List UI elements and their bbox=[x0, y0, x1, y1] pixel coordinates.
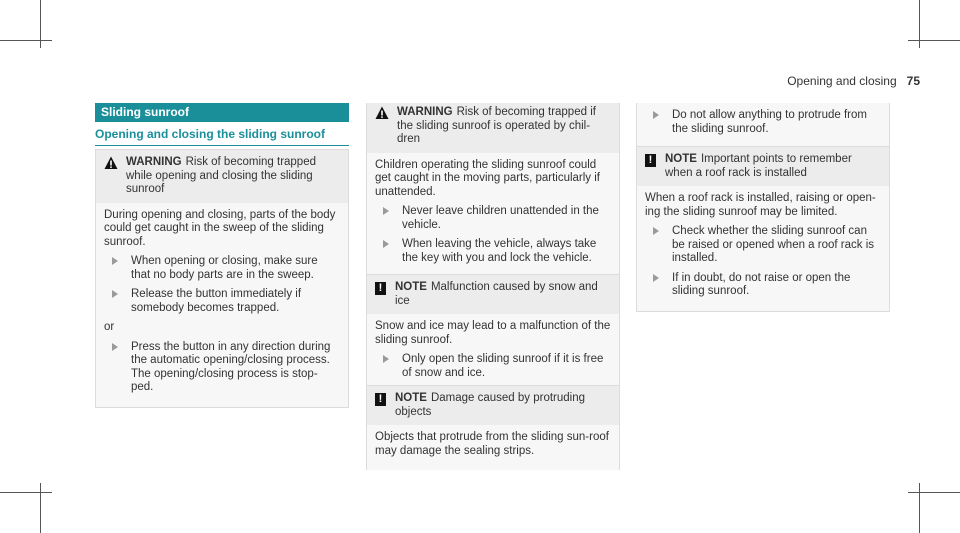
warning-box bbox=[95, 149, 349, 408]
bullet-arrow-icon bbox=[383, 355, 389, 363]
exclamation-icon: ! bbox=[645, 154, 656, 167]
note-body bbox=[367, 314, 619, 392]
warning-label: WARNING bbox=[397, 106, 453, 118]
list-item bbox=[383, 238, 611, 265]
note-body bbox=[637, 103, 889, 148]
note-text: When a roof rack is installed, raising or open-ing the sliding sunroof may be limited. bbox=[645, 192, 876, 218]
note-label: NOTE bbox=[665, 153, 697, 165]
note-box bbox=[636, 146, 890, 312]
bullet-text: Only open the sliding sunroof if it is free of snow and ice. bbox=[402, 353, 604, 379]
section-title: Sliding sunroof bbox=[95, 103, 349, 122]
warning-header bbox=[96, 150, 348, 203]
warning-text: During opening and closing, parts of the body could get caught in the sweep of the sliding sunroof. bbox=[104, 208, 336, 248]
subheading: Opening and closing the sliding sunroof bbox=[95, 127, 349, 146]
warning-body bbox=[367, 153, 619, 278]
note-text: Snow and ice may lead to a malfunction of the sliding sunroof. bbox=[375, 320, 611, 346]
bullet-text: Release the button immediately if somebody becomes trapped. bbox=[131, 288, 302, 314]
warning-text: Children operating the sliding sunroof could get caught in the moving parts, particularly if unattended. bbox=[375, 158, 601, 198]
note-header bbox=[637, 147, 889, 186]
bullet-arrow-icon bbox=[383, 240, 389, 248]
note-box bbox=[366, 385, 620, 470]
bullet-arrow-icon bbox=[112, 290, 118, 298]
warning-body bbox=[96, 203, 348, 407]
note-continuation-box bbox=[636, 103, 890, 149]
note-title-text bbox=[395, 392, 611, 419]
or-text: or bbox=[104, 321, 115, 333]
bullet-arrow-icon bbox=[653, 227, 659, 235]
warning-icon bbox=[375, 106, 389, 120]
page-number: 75 bbox=[906, 74, 920, 88]
note-header bbox=[367, 275, 619, 314]
bullet-text: Press the button in any direction during the automatic opening/closing process. The opening/closing process is stop-ped. bbox=[131, 340, 331, 393]
note-label: NOTE bbox=[395, 392, 427, 404]
bullet-text: When leaving the vehicle, always take the key with you and lock the vehicle. bbox=[402, 238, 597, 264]
warning-box bbox=[366, 103, 620, 278]
header-title: Opening and closing bbox=[787, 74, 897, 88]
note-header bbox=[367, 386, 619, 425]
bullet-arrow-icon bbox=[653, 111, 659, 119]
exclamation-icon: ! bbox=[375, 393, 386, 406]
crop-mark bbox=[908, 40, 960, 41]
crop-mark bbox=[0, 40, 52, 41]
note-box bbox=[366, 274, 620, 393]
list-item bbox=[112, 255, 340, 282]
bullet-text: If in doubt, do not raise or open the sliding sunroof. bbox=[672, 271, 851, 297]
note-title: Important points to remember when a roof rack is installed bbox=[665, 153, 852, 179]
warning-title: Risk of becoming trapped while opening and closing the sliding sunroof bbox=[126, 156, 316, 195]
list-item bbox=[112, 341, 340, 395]
exclamation-icon: ! bbox=[375, 282, 386, 295]
crop-mark bbox=[919, 483, 920, 533]
warning-label: WARNING bbox=[126, 156, 182, 168]
list-item bbox=[383, 353, 611, 380]
note-title-text bbox=[395, 281, 611, 308]
note-label: NOTE bbox=[395, 281, 427, 293]
running-header bbox=[787, 74, 920, 88]
list-item bbox=[653, 272, 881, 299]
crop-mark bbox=[0, 492, 52, 493]
warning-header bbox=[367, 103, 619, 153]
bullet-text: When opening or closing, make sure that no body parts are in the sweep. bbox=[131, 255, 318, 281]
note-title-text bbox=[665, 153, 881, 180]
warning-title: Risk of becoming trapped if the sliding sunroof is operated by chil-dren bbox=[397, 106, 596, 145]
crop-mark bbox=[40, 483, 41, 533]
warning-title-text bbox=[126, 156, 340, 197]
bullet-arrow-icon bbox=[653, 274, 659, 282]
bullet-text: Do not allow anything to protrude from the sliding sunroof. bbox=[672, 109, 867, 135]
list-item bbox=[383, 205, 611, 232]
bullet-text: Check whether the sliding sunroof can be raised or opened when a roof rack is installed. bbox=[672, 225, 875, 264]
list-item bbox=[653, 225, 881, 266]
note-body bbox=[367, 425, 619, 470]
bullet-arrow-icon bbox=[383, 207, 389, 215]
warning-title-text bbox=[397, 106, 611, 147]
crop-mark bbox=[908, 492, 960, 493]
note-title: Malfunction caused by snow and ice bbox=[395, 281, 598, 307]
bullet-arrow-icon bbox=[112, 343, 118, 351]
bullet-text: Never leave children unattended in the vehicle. bbox=[402, 205, 599, 231]
warning-icon bbox=[104, 156, 118, 170]
list-item bbox=[653, 109, 881, 136]
note-title: Damage caused by protruding objects bbox=[395, 392, 586, 418]
note-text: Objects that protrude from the sliding sun-roof may damage the sealing strips. bbox=[375, 431, 609, 457]
note-body bbox=[637, 186, 889, 311]
bullet-arrow-icon bbox=[112, 257, 118, 265]
list-item bbox=[112, 288, 340, 315]
